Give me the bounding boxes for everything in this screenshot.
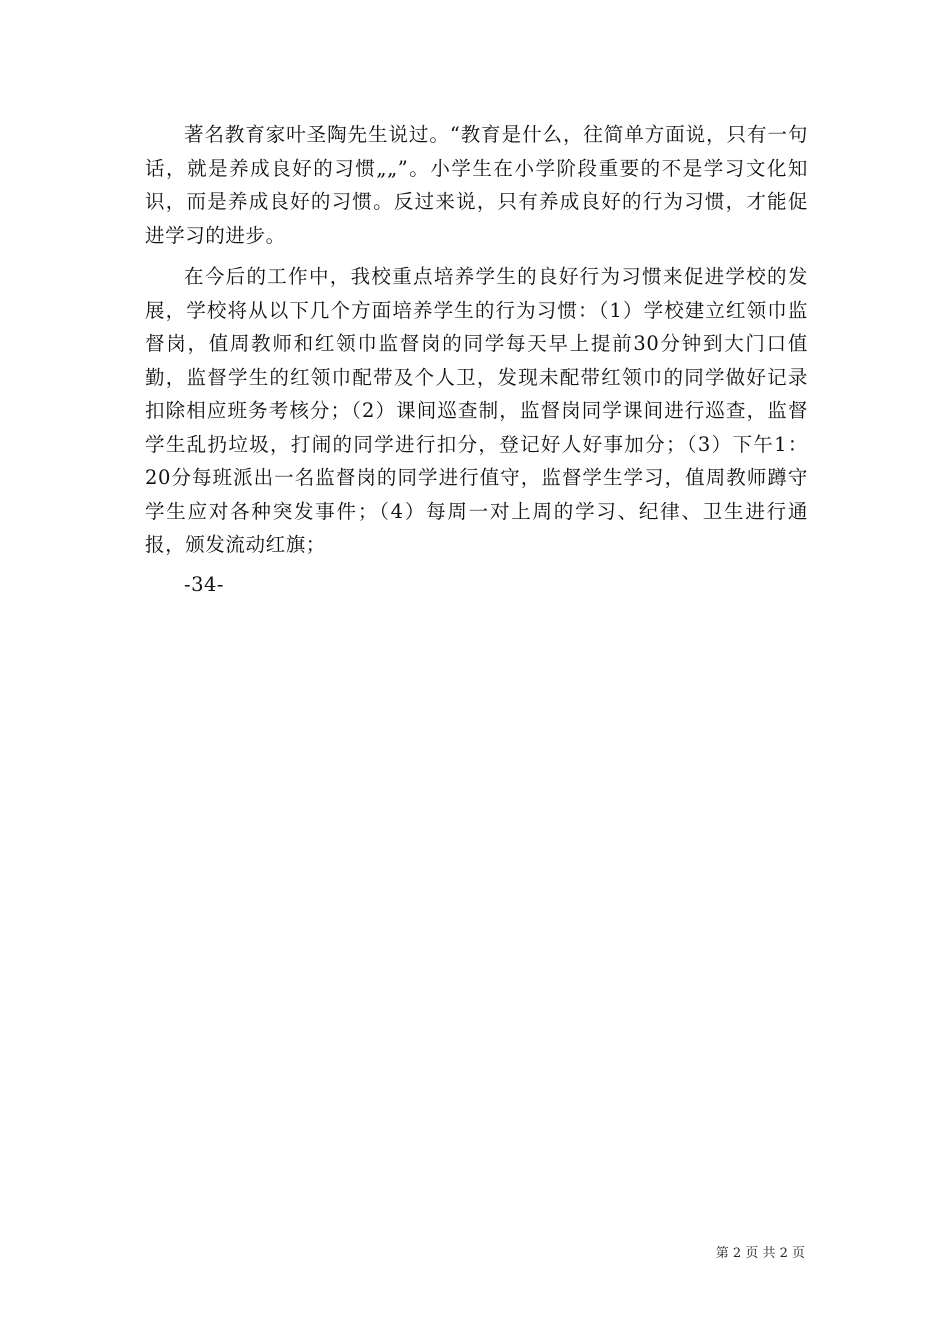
page-marker: -34-: [184, 572, 224, 596]
paragraph-habits-quote: 著名教育家叶圣陶先生说过。“教育是什么，往简单方面说，只有一句话，就是养成良好的习惯„„”。小学生在小学阶段重要的不是学习文化知识，而是养成良好的习惯。反过来说，只有养成良好的行为习惯，才能促进学习的进步。: [145, 123, 808, 247]
page-footer: 第 2 页 共 2 页: [715, 1246, 805, 1261]
paragraph-school-measures: 在今后的工作中，我校重点培养学生的良好行为习惯来促进学校的发展，学校将从以下几个方面培养学生的行为习惯：（1）学校建立红领巾监督岗，值周教师和红领巾监督岗的同学每天早上提前30分钟到大门口值勤，监督学生的红领巾配带及个人卫，发现未配带红领巾的同学做好记录扣除相应班务考核分；（2）课间巡查制，监督岗同学课间进行巡查，监督学生乱扔垃圾，打闹的同学进行扣分，登记好人好事加分；（3）下午1：20分每班派出一名监督岗的同学进行值守，监督学生学习，值周教师蹲守学生应对各种突发事件；（4）每周一对上周的学习、纪律、卫生进行通报，颁发流动红旗；: [145, 265, 808, 556]
document-body: [145, 118, 808, 601]
